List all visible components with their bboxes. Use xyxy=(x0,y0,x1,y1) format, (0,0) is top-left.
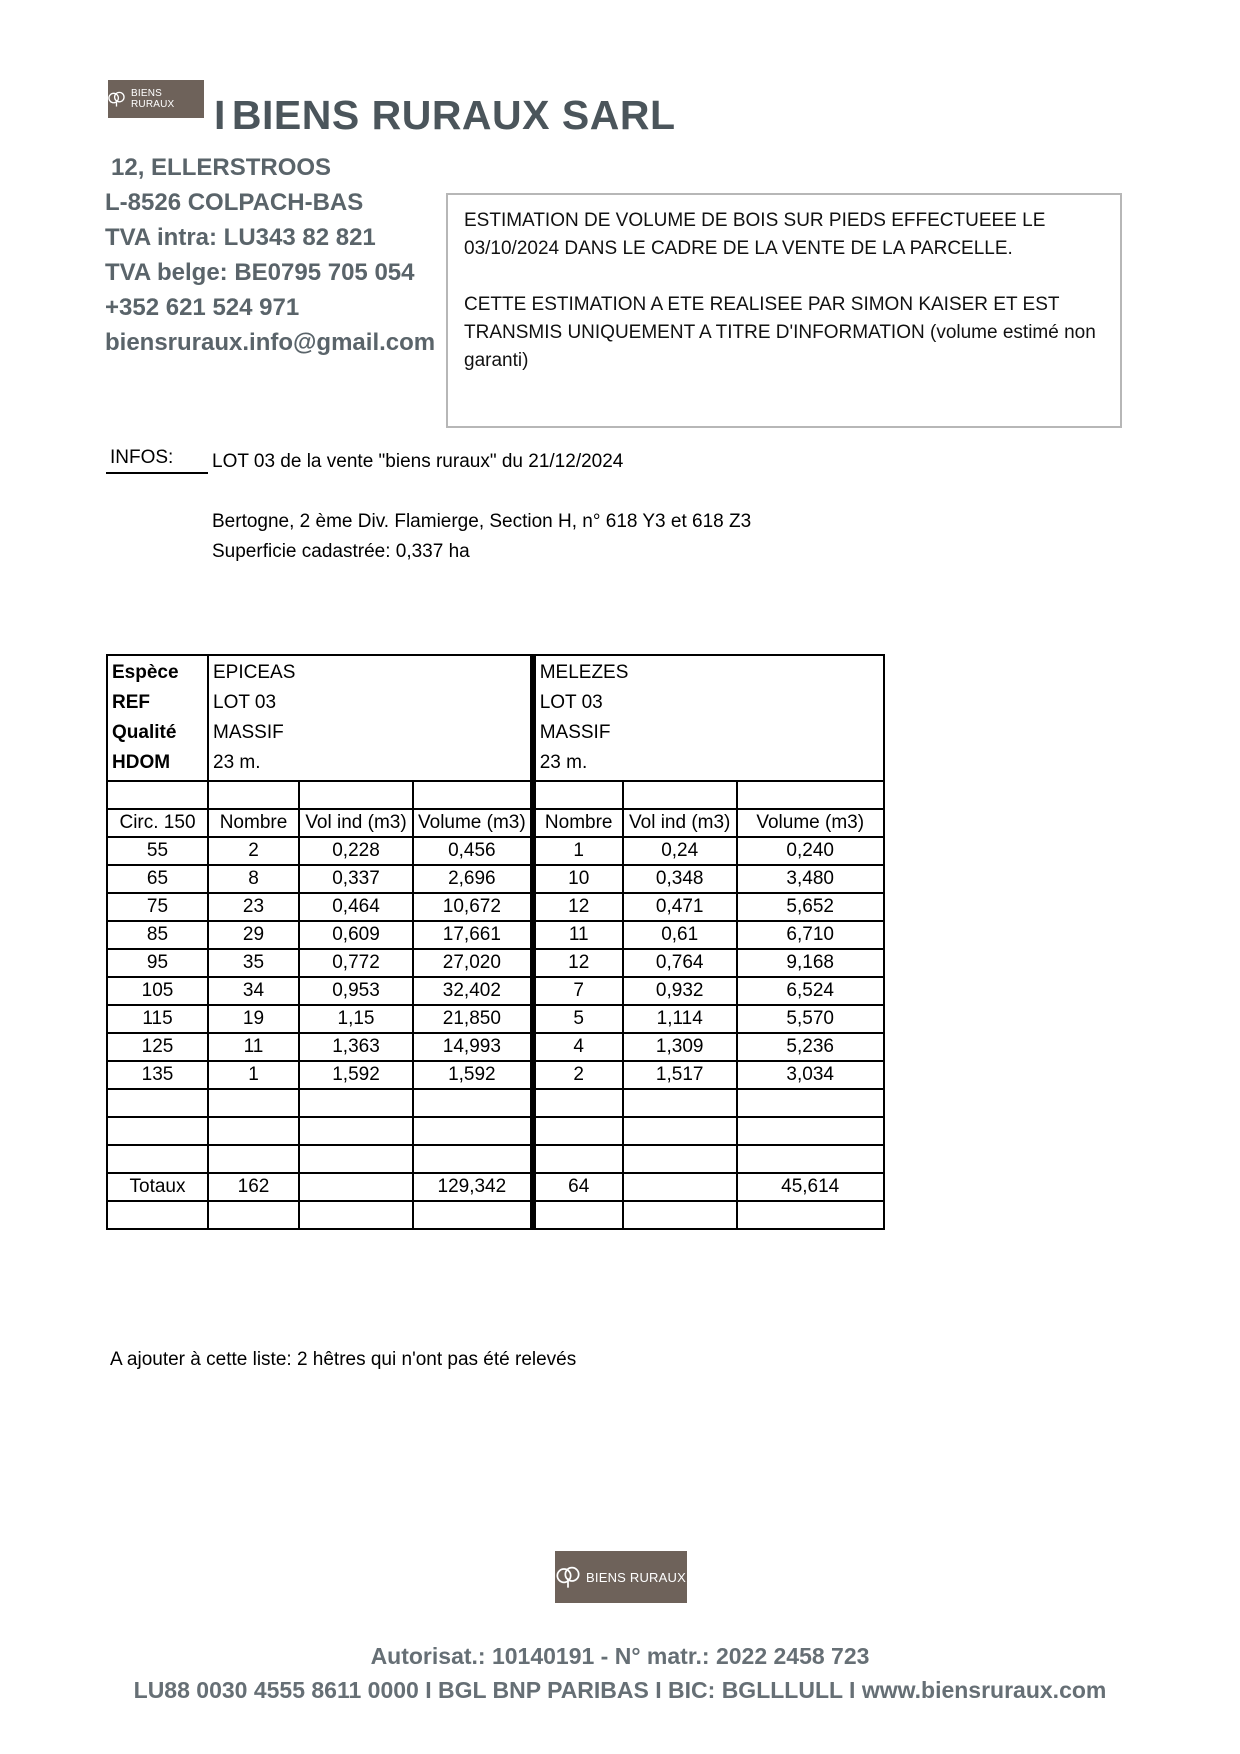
totals-volume-b: 45,614 xyxy=(737,1173,884,1201)
blank-row xyxy=(107,1089,884,1117)
table-cell: 0,337 xyxy=(299,865,413,893)
totals-empty xyxy=(623,1173,737,1201)
col-header: Volume (m3) xyxy=(737,809,884,837)
table-cell: 6,524 xyxy=(737,977,884,1005)
species-a-hdom: 23 m. xyxy=(213,752,261,773)
notice-paragraph-1: ESTIMATION DE VOLUME DE BOIS SUR PIEDS EFFECTUEEE LE 03/10/2024 DANS LE CADRE DE LA VENTE DE LA PARCELLE. xyxy=(464,210,1046,259)
address-city: L-8526 COLPACH-BAS xyxy=(105,189,364,216)
address-street: 12, ELLERSTROOS xyxy=(111,154,332,181)
table-cell: 10 xyxy=(533,865,623,893)
table-cell: 0,348 xyxy=(623,865,737,893)
company-name-text: BIENS RURAUX SARL xyxy=(231,92,676,138)
table-cell: 4 xyxy=(533,1033,623,1061)
blank-row xyxy=(107,1117,884,1145)
table-cell: 0,764 xyxy=(623,949,737,977)
table-cell: 23 xyxy=(208,893,299,921)
table-cell: 115 xyxy=(107,1005,208,1033)
totals-label: Totaux xyxy=(107,1173,208,1201)
logo-text: BIENS RURAUX xyxy=(130,88,175,110)
footer-logo xyxy=(555,1551,687,1603)
totals-count-a: 162 xyxy=(208,1173,299,1201)
table-cell: 0,456 xyxy=(413,837,533,865)
spec-label-quality: Qualité xyxy=(112,722,177,743)
table-cell: 1 xyxy=(533,837,623,865)
table-cell: 1 xyxy=(208,1061,299,1089)
table-cell: 10,672 xyxy=(413,893,533,921)
table-cell: 1,517 xyxy=(623,1061,737,1089)
col-header: Circ. 150 xyxy=(107,809,208,837)
title-separator: I xyxy=(214,92,226,138)
species-a-specs xyxy=(208,655,533,781)
table-cell: 2,696 xyxy=(413,865,533,893)
table-cell: 27,020 xyxy=(413,949,533,977)
spec-label-species: Espèce xyxy=(112,662,179,683)
tree-icon xyxy=(108,91,125,107)
phone: +352 621 524 971 xyxy=(105,294,300,321)
table-cell: 95 xyxy=(107,949,208,977)
table-cell: 19 xyxy=(208,1005,299,1033)
col-header: Volume (m3) xyxy=(413,809,533,837)
table-cell: 0,464 xyxy=(299,893,413,921)
table-cell: 0,24 xyxy=(623,837,737,865)
species-b-ref: LOT 03 xyxy=(539,692,603,713)
table-cell: 0,772 xyxy=(299,949,413,977)
totals-row xyxy=(107,1173,884,1201)
table-cell: 0,953 xyxy=(299,977,413,1005)
footer-bank-details: LU88 0030 4555 8611 0000 I BGL BNP PARIBAS I BIC: BGLLLULL I www.biensruraux.com xyxy=(133,1677,1107,1703)
totals-volume-a: 129,342 xyxy=(413,1173,533,1201)
table-row xyxy=(107,949,884,977)
table-cell: 1,592 xyxy=(299,1061,413,1089)
table-cell: 9,168 xyxy=(737,949,884,977)
table-cell: 14,993 xyxy=(413,1033,533,1061)
table-cell: 0,609 xyxy=(299,921,413,949)
species-a-quality: MASSIF xyxy=(213,722,284,743)
email: biensruraux.info@gmail.com xyxy=(105,329,436,356)
table-cell: 5,570 xyxy=(737,1005,884,1033)
col-header: Nombre xyxy=(208,809,299,837)
col-header: Vol ind (m3) xyxy=(299,809,413,837)
estimation-notice xyxy=(446,193,1122,428)
spec-labels xyxy=(107,655,208,781)
infos-lot: LOT 03 de la vente "biens ruraux" du 21/12/2024 xyxy=(212,451,624,472)
footer-logo-text: BIENS RURAUX xyxy=(586,1569,686,1585)
column-header-row xyxy=(107,809,884,837)
footer-registration: Autorisat.: 10140191 - N° matr.: 2022 2458 723 xyxy=(370,1643,870,1669)
table-cell: 125 xyxy=(107,1033,208,1061)
table-cell: 0,240 xyxy=(737,837,884,865)
species-a-name: EPICEAS xyxy=(213,662,296,683)
company-name xyxy=(214,92,676,139)
infos-label: INFOS: xyxy=(110,447,174,468)
table-cell: 135 xyxy=(107,1061,208,1089)
table-cell: 1,592 xyxy=(413,1061,533,1089)
table-row xyxy=(107,977,884,1005)
table-cell: 0,932 xyxy=(623,977,737,1005)
table-cell: 7 xyxy=(533,977,623,1005)
species-a-ref: LOT 03 xyxy=(213,692,277,713)
table-cell: 35 xyxy=(208,949,299,977)
notice-paragraph-2: CETTE ESTIMATION A ETE REALISEE PAR SIMON KAISER ET EST TRANSMIS UNIQUEMENT A TITRE D'INFORMATION (volume estimé non garanti) xyxy=(464,294,1096,371)
vat-belgium: TVA belge: BE0795 705 054 xyxy=(105,259,415,286)
company-address xyxy=(105,150,435,360)
table-cell: 5 xyxy=(533,1005,623,1033)
blank-row xyxy=(107,1145,884,1173)
blank-row xyxy=(107,781,884,809)
table-cell: 11 xyxy=(533,921,623,949)
table-cell: 1,309 xyxy=(623,1033,737,1061)
table-cell: 34 xyxy=(208,977,299,1005)
spec-label-ref: REF xyxy=(112,692,150,713)
table-cell: 12 xyxy=(533,949,623,977)
infos-area: Superficie cadastrée: 0,337 ha xyxy=(212,541,470,562)
species-b-name: MELEZES xyxy=(539,662,629,683)
totals-empty xyxy=(299,1173,413,1201)
table-cell: 65 xyxy=(107,865,208,893)
table-cell: 11 xyxy=(208,1033,299,1061)
table-body xyxy=(107,837,884,1089)
species-b-hdom: 23 m. xyxy=(539,752,588,773)
table-cell: 0,471 xyxy=(623,893,737,921)
table-cell: 75 xyxy=(107,893,208,921)
table-cell: 2 xyxy=(208,837,299,865)
header-logo xyxy=(108,80,204,118)
table-row xyxy=(107,1033,884,1061)
table-cell: 0,61 xyxy=(623,921,737,949)
table-cell: 6,710 xyxy=(737,921,884,949)
table-cell: 85 xyxy=(107,921,208,949)
table-row xyxy=(107,1005,884,1033)
table-row xyxy=(107,1061,884,1089)
blank-row xyxy=(107,1201,884,1229)
spec-label-hdom: HDOM xyxy=(112,752,171,773)
volume-table xyxy=(106,654,885,1230)
table-cell: 3,480 xyxy=(737,865,884,893)
totals-count-b: 64 xyxy=(533,1173,623,1201)
table-cell: 32,402 xyxy=(413,977,533,1005)
tree-icon xyxy=(556,1566,580,1588)
table-cell: 3,034 xyxy=(737,1061,884,1089)
table-cell: 0,228 xyxy=(299,837,413,865)
table-row xyxy=(107,837,884,865)
table-cell: 5,652 xyxy=(737,893,884,921)
species-header-row xyxy=(107,655,884,781)
species-b-quality: MASSIF xyxy=(539,722,611,743)
species-b-specs xyxy=(533,655,884,781)
table-cell: 12 xyxy=(533,893,623,921)
table-cell: 5,236 xyxy=(737,1033,884,1061)
table-cell: 8 xyxy=(208,865,299,893)
table-cell: 1,114 xyxy=(623,1005,737,1033)
vat-intra: TVA intra: LU343 82 821 xyxy=(105,224,376,251)
table-row xyxy=(107,921,884,949)
table-cell: 2 xyxy=(533,1061,623,1089)
infos-underline xyxy=(106,472,208,474)
table-cell: 55 xyxy=(107,837,208,865)
col-header: Nombre xyxy=(533,809,623,837)
infos-block xyxy=(212,447,751,567)
table-cell: 1,363 xyxy=(299,1033,413,1061)
table-cell: 17,661 xyxy=(413,921,533,949)
table-cell: 1,15 xyxy=(299,1005,413,1033)
table-cell: 29 xyxy=(208,921,299,949)
col-header: Vol ind (m3) xyxy=(623,809,737,837)
beech-note: A ajouter à cette liste: 2 hêtres qui n'ont pas été relevés xyxy=(110,1349,577,1370)
table-cell: 105 xyxy=(107,977,208,1005)
infos-parcel: Bertogne, 2 ème Div. Flamierge, Section H, n° 618 Y3 et 618 Z3 xyxy=(212,511,752,532)
table-cell: 21,850 xyxy=(413,1005,533,1033)
table-row xyxy=(107,893,884,921)
table-row xyxy=(107,865,884,893)
